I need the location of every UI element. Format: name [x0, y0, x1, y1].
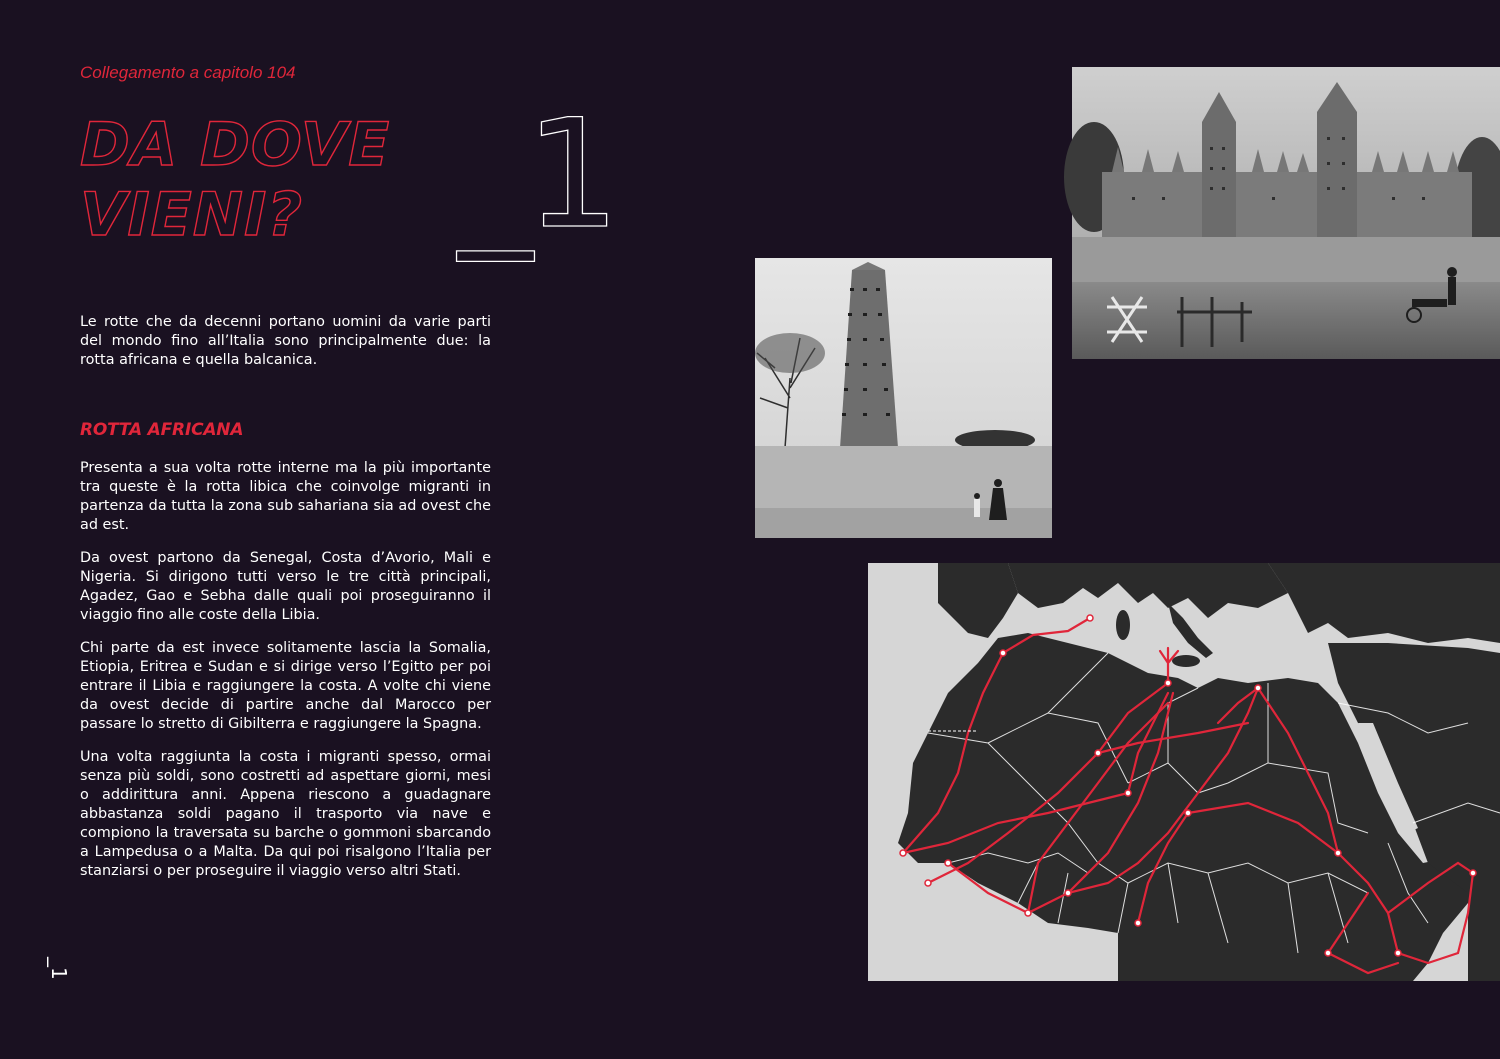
page-title: [80, 110, 500, 250]
migration-map: [868, 563, 1500, 981]
intro-paragraph: Le rotte che da decenni portano uomini da varie parti del mondo fino all’Italia sono principalmente due: la rotta africana e quella balcanica.: [80, 314, 491, 368]
page-marker: [26, 955, 71, 985]
paragraph: Da ovest partono da Senegal, Costa d’Avorio, Mali e Nigeria. Si dirigono tutti verso le tre città principali, Agadez, Gao e Sebha dalle quali poi proseguiranno il viaggio fino alle coste della Libia.: [80, 550, 491, 623]
paragraph: Una volta raggiunta la costa i migranti spesso, ormai senza più soldi, sono costretti ad aspettare giorni, mesi o addirittura anni. Appena riescono a guadagnare abbastanza soldi pagano il trasporto via nave e compiono la traversata su barche o gommoni sbarcando a Lampedusa o a Malta. Da qui poi risalgono l’Italia per stanziarsi o per proseguire il viaggio verso altri Stati.: [80, 749, 491, 879]
chapter-number-text: _1: [458, 88, 613, 262]
chapter-link[interactable]: Collegamento a capitolo 104: [80, 63, 296, 82]
body-text: [80, 459, 491, 895]
title-line-2: VIENI?: [80, 180, 304, 250]
minaret-photo: [755, 258, 1052, 538]
paragraph: Chi parte da est invece solitamente lascia la Somalia, Etiopia, Eritrea e Sudan e si dirige verso l’Egitto per poi entrare il Libia e raggiungere la costa. A volte chi viene da ovest decide di partire anche dal Marocco per passare lo stretto di Gibilterra e raggiungere la Spagna.: [80, 640, 491, 732]
page-marker-text: _1: [47, 957, 71, 980]
title-line-1: DA DOVE: [80, 110, 391, 180]
section-title: ROTTA AFRICANA: [80, 420, 244, 440]
mosque-photo: [1072, 67, 1500, 359]
paragraph: Presenta a sua volta rotte interne ma la più importante tra queste è la rotta libica che coinvolge migranti in partenza da tutta la zona sub sahariana sia ad ovest che ad est.: [80, 460, 491, 533]
chapter-number: [458, 88, 613, 262]
